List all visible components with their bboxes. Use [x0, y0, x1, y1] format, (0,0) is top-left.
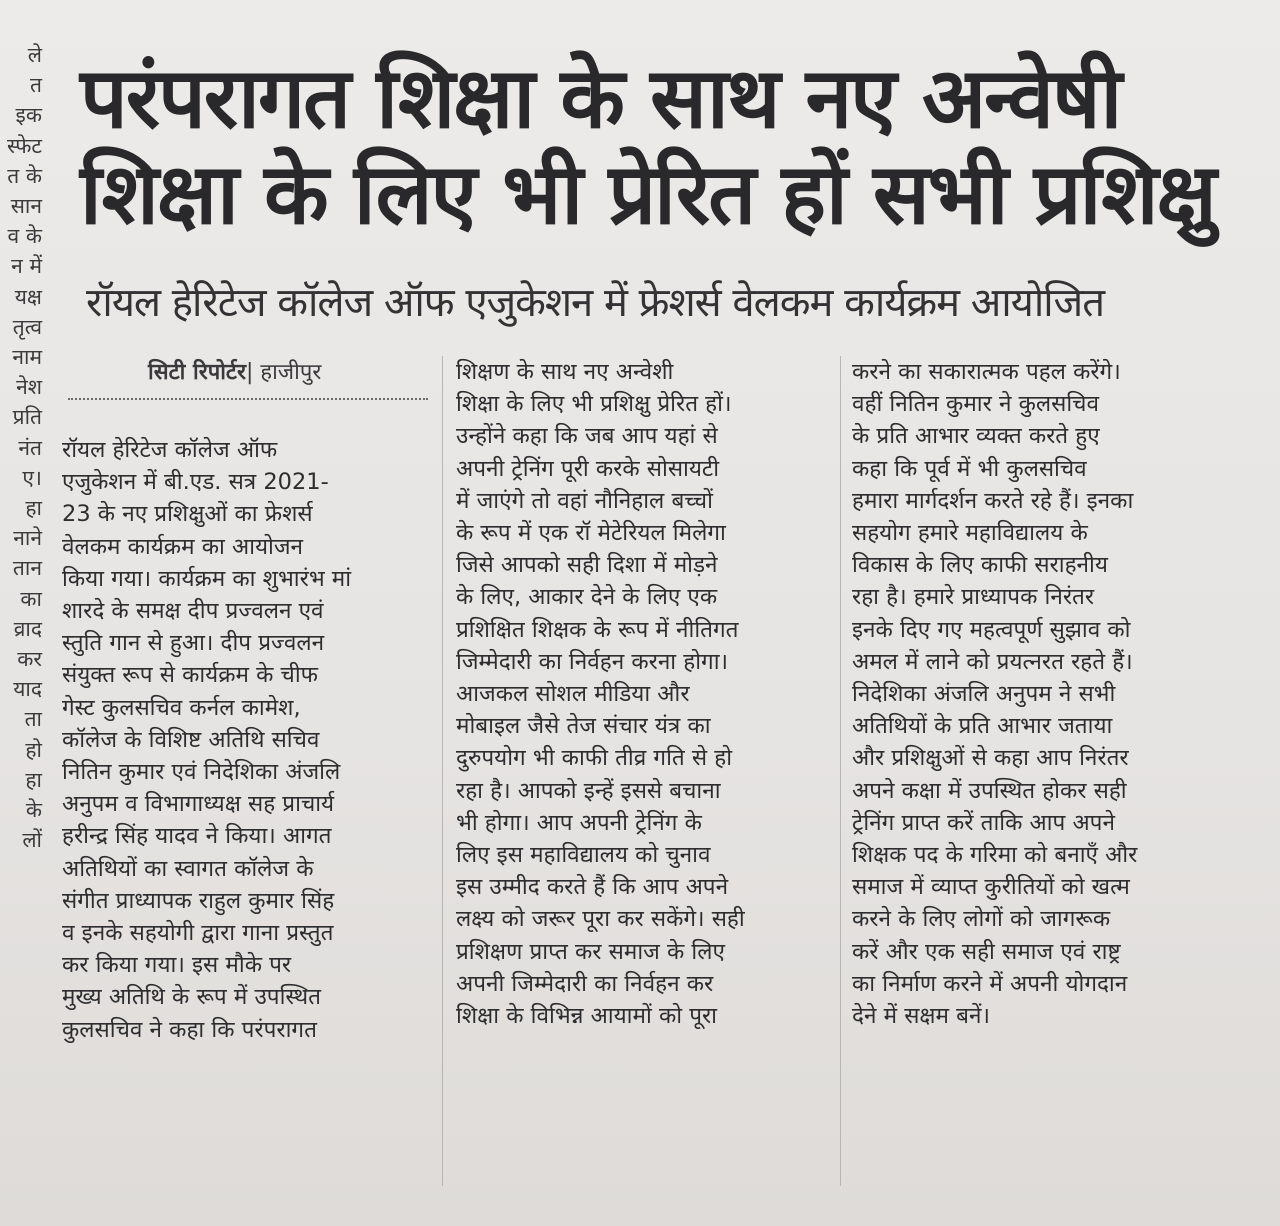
article-line: ट्रेनिंग प्राप्त करें ताकि आप अपने [852, 809, 1115, 836]
article-line: व इनके सहयोगी द्वारा गाना प्रस्तुत [62, 920, 334, 947]
gutter-text-line: सान [10, 194, 42, 219]
article-line: करने का सकारात्मक पहल करेंगे। [852, 359, 1121, 385]
article-line: मुख्य अतिथि के रूप में उपस्थित [62, 984, 321, 1011]
article-line: इस उम्मीद करते हैं कि आप अपने [456, 874, 729, 901]
gutter-text-line: व के [7, 224, 42, 249]
article-line: अपनी ट्रेनिंग पूरी करके सोसायटी [456, 455, 720, 482]
gutter-text-line: नंत [18, 435, 42, 460]
gutter-text-line: याद [13, 677, 42, 702]
gutter-text-line: यक्ष [14, 284, 42, 309]
article-column-3 [852, 356, 1244, 1032]
byline [148, 356, 321, 386]
article-line: एजुकेशन में बी.एड. सत्र 2021- [62, 469, 329, 496]
article-line: संगीत प्राध्यापक राहुल कुमार सिंह [62, 887, 335, 914]
article-line: वेलकम कार्यक्रम का आयोजन [62, 533, 304, 560]
gutter-text-line: व्राद [13, 616, 42, 641]
gutter-text-line: न में [11, 254, 42, 279]
article-column-1 [62, 434, 428, 1046]
article-line: विकास के लिए काफी सराहनीय [852, 552, 1108, 579]
gutter-text-line: का [20, 586, 42, 611]
gutter-text-line: ले [27, 43, 42, 67]
byline-reporter: सिटी रिपोर्टर [148, 360, 246, 385]
article-line: आजकल सोशल मीडिया और [456, 681, 690, 708]
column-divider [442, 356, 443, 1186]
article-line: नितिन कुमार एवं निदेशिका अंजलि [62, 759, 341, 786]
headline [80, 50, 1240, 242]
article-line: कहा कि पूर्व में भी कुलसचिव [852, 455, 1087, 482]
article-line: उन्होंने कहा कि जब आप यहां से [456, 423, 718, 450]
gutter-text-line: ता [24, 707, 42, 732]
article-line: स्तुति गान से हुआ। दीप प्रज्वलन [62, 630, 325, 657]
article-line: शारदे के समक्ष दीप प्रज्वलन एवं [62, 598, 324, 625]
article-line: हमारा मार्गदर्शन करते रहे हैं। इनका [852, 487, 1134, 514]
article-line: शिक्षा के विभिन्न आयामों को पूरा [456, 1003, 718, 1030]
article-line: अपने कक्षा में उपस्थित होकर सही [852, 777, 1127, 804]
gutter-text-line: के [25, 798, 42, 823]
article-line: रॉयल हेरिटेज कॉलेज ऑफ [62, 437, 278, 463]
gutter-text-line: नाने [13, 526, 42, 551]
adjacent-article-fragment [0, 40, 46, 1190]
article-line: अतिथियों के प्रति आभार जताया [852, 713, 1113, 740]
article-line: समाज में व्याप्त कुरीतियों को खत्म [852, 874, 1130, 901]
article-line: और प्रशिक्षुओं से कहा आप निरंतर [852, 745, 1129, 772]
article-line: अतिथियों का स्वागत कॉलेज के [62, 855, 314, 882]
article-line: शिक्षक पद के गरिमा को बनाएँ और [852, 842, 1138, 869]
article-line: देने में सक्षम बनें। [852, 1003, 991, 1030]
article-line: अमल में लाने को प्रयत्नरत रहते हैं। [852, 648, 1133, 675]
headline-line-2: शिक्षा के लिए भी प्रेरित हों सभी प्रशिक्षु [80, 145, 1215, 243]
article-line: जिम्मेदारी का निर्वहन करना होगा। [456, 648, 729, 675]
gutter-text-line: इक [15, 103, 42, 128]
gutter-text-line: त [30, 73, 42, 98]
gutter-text-line: तृत्व [12, 314, 42, 339]
gutter-text-line: प्रति [12, 405, 42, 430]
article-line: दुरुपयोग भी काफी तीव्र गति से हो [456, 745, 733, 772]
article-line: शिक्षा के लिए भी प्रशिक्षु प्रेरित हों। [456, 391, 732, 418]
article-line: संयुक्त रूप से कार्यक्रम के चीफ [62, 662, 319, 689]
gutter-text-line: कर [17, 647, 42, 672]
byline-rule [68, 398, 428, 400]
article-line: हरीन्द्र सिंह यादव ने किया। आगत [62, 823, 332, 850]
article-line: जिसे आपको सही दिशा में मोड़ने [456, 552, 718, 579]
gutter-text-line: ए। [22, 465, 42, 490]
article-line: रहा है। हमारे प्राध्यापक निरंतर [852, 584, 1095, 611]
article-line: निदेशिका अंजलि अनुपम ने सभी [852, 681, 1116, 708]
gutter-text-line: तान [12, 556, 42, 581]
gutter-text-line: नेश [16, 375, 42, 400]
article-line: कॉलेज के विशिष्ट अतिथि सचिव [62, 726, 320, 753]
article-line: मोबाइल जैसे तेज संचार यंत्र का [456, 713, 711, 740]
gutter-text-line: हा [25, 496, 42, 521]
gutter-text-line: त के [7, 163, 42, 188]
article-line: 23 के नए प्रशिक्षुओं का फ्रेशर्स [62, 501, 313, 528]
article-line: के प्रति आभार व्यक्त करते हुए [852, 423, 1100, 450]
article-line: किया गया। कार्यक्रम का शुभारंभ मां [62, 565, 352, 592]
article-line: रहा है। आपको इन्हें इससे बचाना [456, 777, 721, 804]
article-line: में जाएंगे तो वहां नौनिहाल बच्चों [456, 487, 713, 514]
article-line: लक्ष्य को जरूर पूरा कर सकेंगे। सही [456, 906, 745, 933]
article-line: प्रशिक्षित शिक्षक के रूप में नीतिगत [456, 616, 739, 643]
subheading: रॉयल हेरिटेज कॉलेज ऑफ एजुकेशन में फ्रेशर्स वेलकम कार्यक्रम आयोजित [86, 280, 1105, 326]
article-line: अनुपम व विभागाध्यक्ष सह प्राचार्य [62, 791, 335, 818]
article-line: के रूप में एक रॉ मेटेरियल मिलेगा [456, 520, 726, 547]
article-line: करें और एक सही समाज एवं राष्ट्र [852, 938, 1121, 965]
column-divider [840, 356, 841, 1186]
article-line: गेस्ट कुलसचिव कर्नल कामेश, [62, 694, 301, 721]
byline-separator: | [246, 360, 254, 385]
article-line: अपनी जिम्मेदारी का निर्वहन कर [456, 970, 714, 997]
gutter-text-line: स्फेट [7, 133, 42, 158]
article-line: सहयोग हमारे महाविद्यालय के [852, 520, 1088, 547]
gutter-text-line: हा [25, 767, 42, 792]
article-line: का निर्माण करने में अपनी योगदान [852, 970, 1128, 997]
article-line: के लिए, आकार देने के लिए एक [456, 584, 718, 611]
headline-line-1: परंपरागत शिक्षा के साथ नए अन्वेषी [80, 49, 1121, 147]
article-line: कर किया गया। इस मौके पर [62, 952, 292, 979]
gutter-text-line: नाम [12, 345, 42, 370]
article-column-2 [456, 356, 828, 1032]
article-line: लिए इस महाविद्यालय को चुनाव [456, 842, 711, 869]
article-line: भी होगा। आप अपनी ट्रेनिंग के [456, 809, 702, 836]
article-line: शिक्षण के साथ नए अन्वेशी [456, 359, 674, 385]
article-line: इनके दिए गए महत्वपूर्ण सुझाव को [852, 616, 1131, 643]
gutter-text-line: हो [25, 737, 42, 762]
article-line: प्रशिक्षण प्राप्त कर समाज के लिए [456, 938, 725, 965]
gutter-text-line: लों [22, 828, 42, 853]
byline-place: हाजीपुर [260, 360, 322, 385]
article-line: वहीं नितिन कुमार ने कुलसचिव [852, 391, 1099, 418]
article-line: करने के लिए लोगों को जागरूक [852, 906, 1111, 933]
article-line: कुलसचिव ने कहा कि परंपरागत [62, 1016, 317, 1043]
